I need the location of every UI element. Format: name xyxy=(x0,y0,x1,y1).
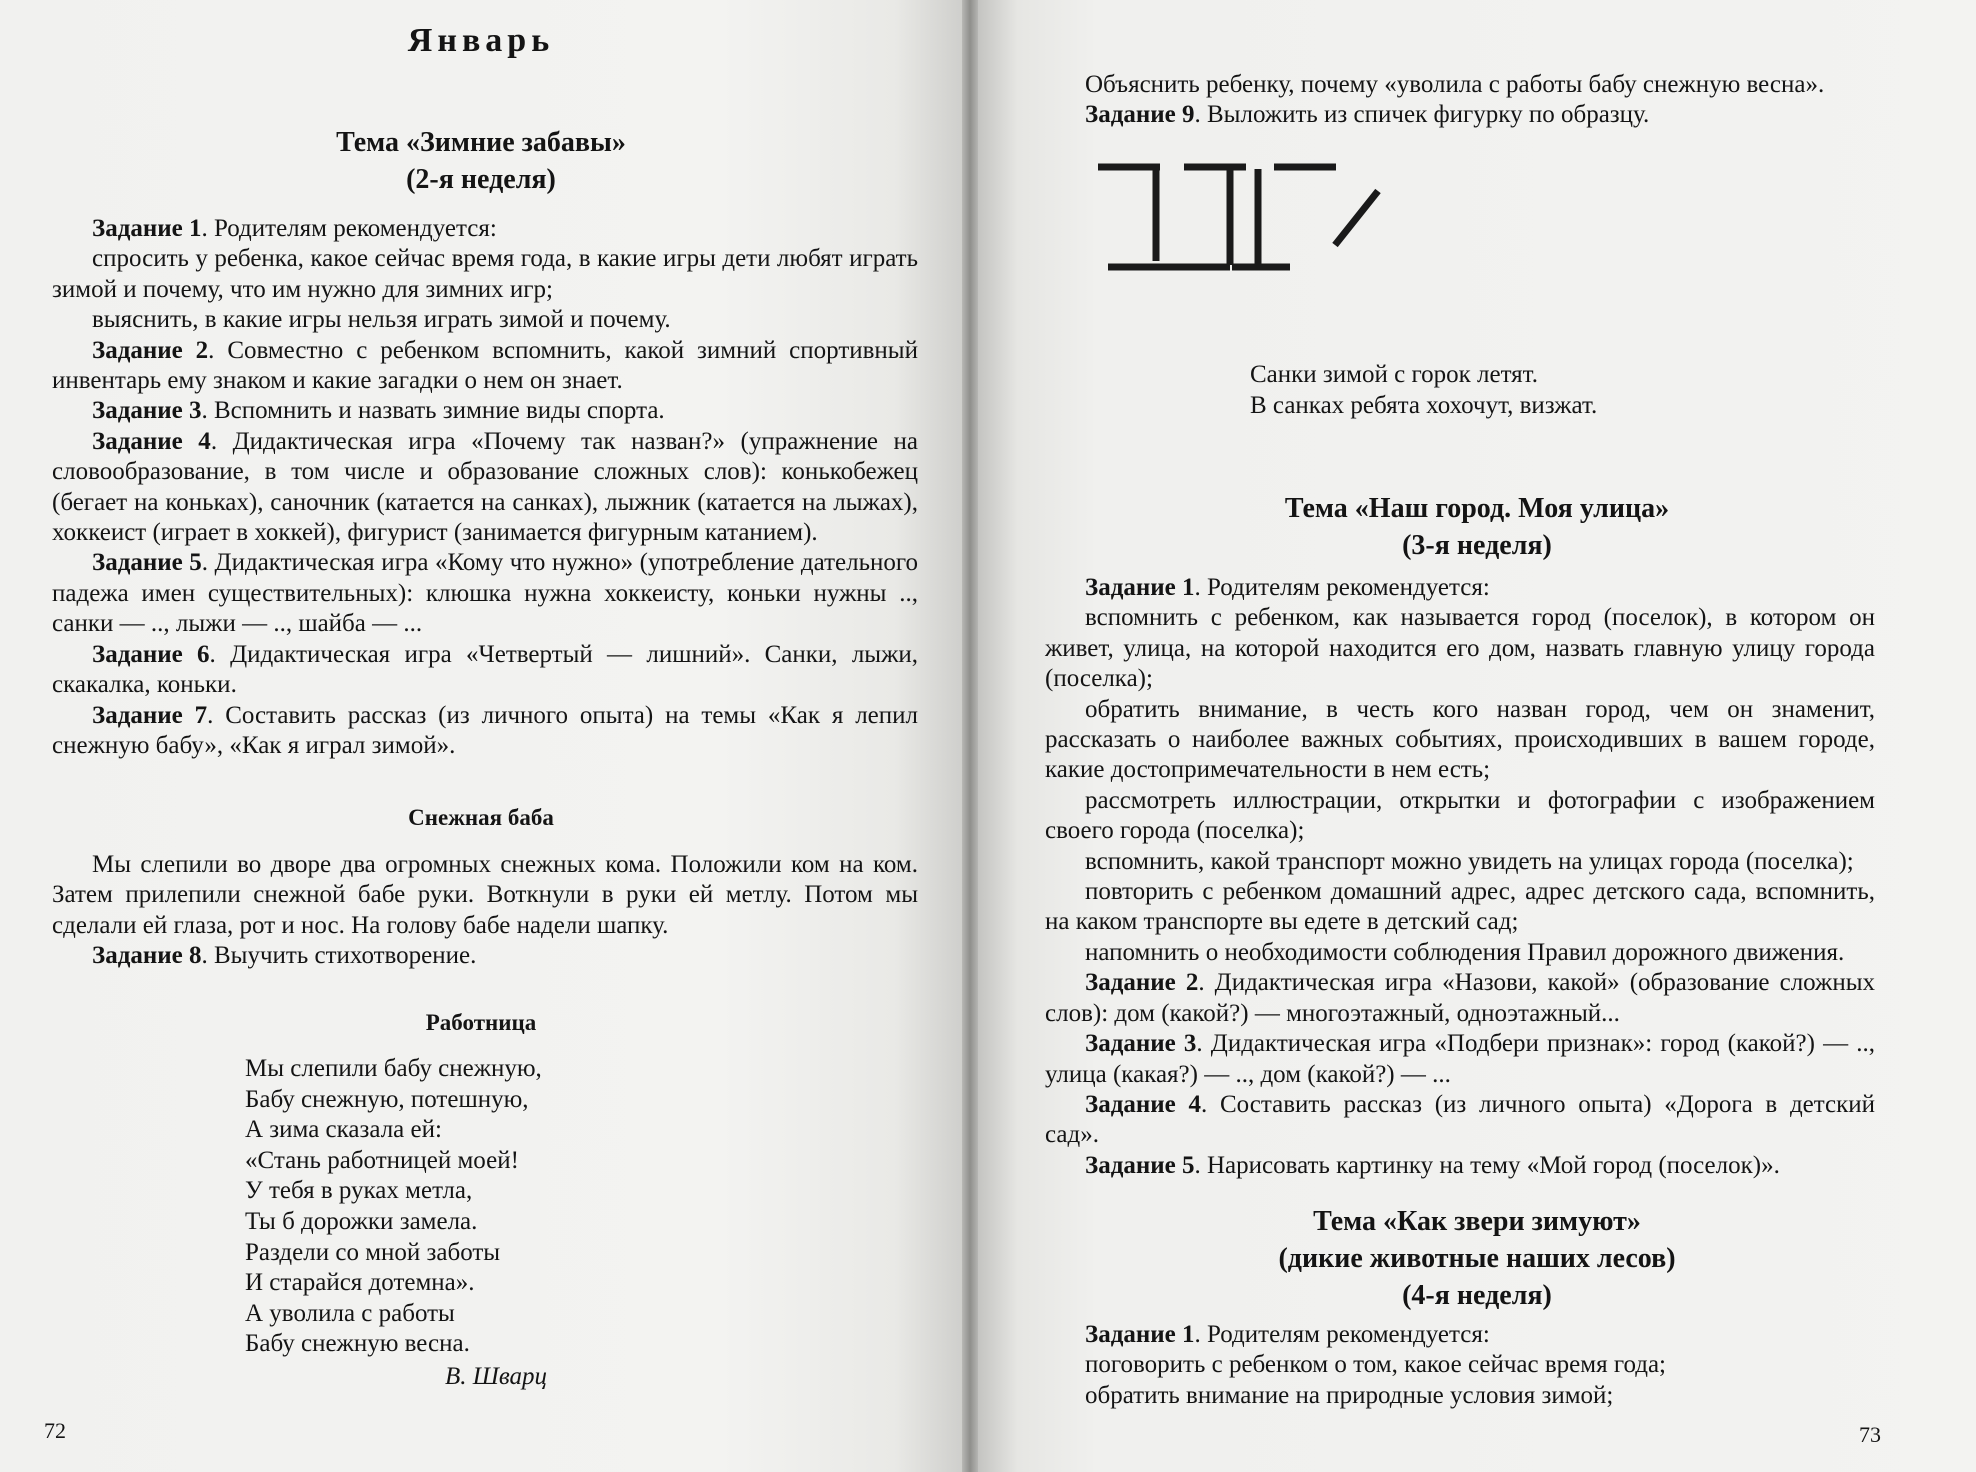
task-text: . Составить рассказ (из личного опыта) на темы «Как я лепил снежную бабу», «Как я играл зимой». xyxy=(52,701,919,759)
task-label: Задание 1 xyxy=(92,215,202,242)
task-text: поговорить с ребенком о том, какое сейчас время года; xyxy=(1085,1351,1666,1379)
task-subitem xyxy=(1045,786,1875,847)
task-item xyxy=(1045,100,1875,130)
task-subitem xyxy=(1045,603,1875,694)
text-line: Ты б дорожки замела. xyxy=(245,1207,478,1235)
task-label: Задание 4 xyxy=(1085,1090,1201,1118)
task-item xyxy=(52,640,918,701)
task-text: вспомнить с ребенком, как называется город (поселок), в котором он живет, улица, на которой находится его дом, назвать главную улицу города (поселка); xyxy=(1045,604,1875,693)
topic2-week: (3-я неделя) xyxy=(1402,530,1552,561)
task-label: Задание 7 xyxy=(92,701,208,729)
task-text: . Родителям рекомендуется: xyxy=(1194,574,1490,601)
task-label: Задание 5 xyxy=(92,549,202,577)
story-title: Снежная баба xyxy=(408,805,554,830)
task-text: вспомнить, какой транспорт можно увидеть на улицах города (поселка); xyxy=(1085,847,1854,875)
task-item xyxy=(1045,573,1875,603)
topic3-heading xyxy=(978,1203,1976,1314)
page-number-right: 73 xyxy=(1859,1422,1881,1447)
task-text: . Составить рассказ (из личного опыта) «Дорога в детский сад». xyxy=(1045,1090,1876,1149)
right-page xyxy=(978,0,1976,1472)
task-text: . Дидактическая игра «Кому что нужно» (употребление дательного падежа имен существительных): клюшка нужна хоккеисту, коньки нужны .., санки — .., лыжи — .., шайба — ... xyxy=(52,549,919,638)
topic3-subtitle: (дикие животные наших лесов) xyxy=(1278,1243,1676,1274)
task-text: . Выложить из спичек фигурку по образцу. xyxy=(1194,101,1650,129)
task-item xyxy=(52,701,918,762)
left-task-list xyxy=(52,214,918,761)
topic2-title: Тема «Наш город. Моя улица» xyxy=(1284,493,1670,524)
task-subitem xyxy=(52,244,918,305)
topic2-heading xyxy=(978,490,1976,564)
task-text: . Нарисовать картинку на тему «Мой город (поселок)». xyxy=(1194,1151,1780,1179)
task-8-label: Задание 8 xyxy=(92,942,202,970)
text-line: У тебя в руках метла, xyxy=(245,1177,473,1205)
task-text: . Родителям рекомендуется: xyxy=(201,215,497,242)
task-item xyxy=(1045,968,1875,1029)
task-text: . Дидактическая игра «Назови, какой» (образование сложных слов): дом (какой?) — многоэтажный, одноэтажный... xyxy=(1045,969,1875,1027)
task-label: Задание 4 xyxy=(92,427,211,455)
matchstick-figure xyxy=(1098,155,1618,285)
story-text: Мы слепили во дворе два огромных снежных кома. Положили ком на ком. Затем прилепили снежной бабе руки. Воткнули в руки ей метлу. Потом мы сделали ей глаза, рот и нос. На голову бабе надели шапку. xyxy=(52,851,918,939)
topic-title: Тема «Зимние забавы» xyxy=(336,127,626,158)
month-heading: Январь xyxy=(407,22,555,59)
task-label: Задание 2 xyxy=(92,336,209,364)
task-text: . Совместно с ребенком вспомнить, какой зимний спортивный инвентарь ему знаком и какие загадки о нем он знает. xyxy=(52,336,918,395)
task-text: . Дидактическая игра «Почему так назван?» (упражнение на словообразование, в том числе и образование сложных слов): конькобежец (бегает на коньках), саночник (катается на санках), лыжник (катается на лыжах), хоккеист (играет в хоккей), фигурист (занимается фигурным катанием). xyxy=(52,427,918,547)
task-item xyxy=(52,548,918,639)
text-line: Бабу снежную, потешную, xyxy=(245,1085,529,1113)
task-subitem xyxy=(1045,695,1875,786)
match-stick xyxy=(1335,191,1378,245)
left-page xyxy=(0,0,962,1472)
task-text: напомнить о необходимости соблюдения Правил дорожного движения. xyxy=(1085,938,1845,966)
topic3-title: Тема «Как звери зимуют» xyxy=(1313,1206,1641,1237)
topic-week: (2-я неделя) xyxy=(406,164,556,195)
task-8-text: . Выучить стихотворение. xyxy=(201,942,477,970)
text-line: В санках ребята хохочут, визжат. xyxy=(1250,391,1598,419)
task-item xyxy=(52,336,918,397)
text-line: А зима сказала ей: xyxy=(245,1116,442,1144)
text-line: Санки зимой с горок летят. xyxy=(1250,361,1538,388)
task-item xyxy=(52,396,918,426)
task-item xyxy=(1045,1029,1875,1090)
task-text: спросить у ребенка, какое сейчас время года, в какие игры дети любят играть зимой и почему, что им нужно для зимних игр; xyxy=(52,245,918,303)
text-line: И старайся дотемна». xyxy=(245,1269,475,1297)
task-item xyxy=(1045,1090,1875,1151)
task-text: выяснить, в какие игры нельзя играть зимой и почему. xyxy=(92,306,671,334)
task-subitem xyxy=(1045,1381,1875,1411)
text-line: Бабу снежную весна. xyxy=(245,1330,470,1358)
task-8 xyxy=(52,941,918,971)
task-text: обратить внимание, в честь кого назван город, чем он знаменит, рассказать о наиболее важных событиях, происходивших в вашем городе, какие достопримечательности в нем есть; xyxy=(1045,695,1875,784)
task-text: обратить внимание на природные условия зимой; xyxy=(1085,1381,1614,1409)
task-text: повторить с ребенком домашний адрес, адрес детского сада, вспомнить, на каком транспорте вы едете в детский сад; xyxy=(1045,878,1875,936)
task-label: Задание 1 xyxy=(1085,1321,1195,1348)
task-subitem xyxy=(1045,877,1875,938)
task-text: Объяснить ребенку, почему «уволила с работы бабу снежную весна». xyxy=(1085,71,1825,98)
task-label: Задание 9 xyxy=(1085,101,1195,129)
task-subitem xyxy=(1045,1350,1875,1380)
text-line: А уволила с работы xyxy=(245,1299,455,1327)
task-label: Задание 1 xyxy=(1085,574,1195,601)
page-number-left: 72 xyxy=(44,1418,66,1443)
task-label: Задание 3 xyxy=(1085,1030,1197,1058)
task-item xyxy=(52,214,918,244)
topic3-task-list xyxy=(1045,1320,1875,1411)
poem-author: В. Шварц xyxy=(445,1363,548,1390)
task-subitem xyxy=(1045,70,1875,100)
topic3-week: (4-я неделя) xyxy=(1402,1280,1552,1311)
poem xyxy=(245,1054,542,1360)
book-gutter xyxy=(962,0,978,1472)
task-item xyxy=(1045,1320,1875,1350)
task-label: Задание 3 xyxy=(92,397,202,425)
task-text: . Дидактическая игра «Четвертый — лишний». Санки, лыжи, скакалка, коньки. xyxy=(52,640,918,699)
task-label: Задание 5 xyxy=(1085,1151,1195,1179)
task-text: . Дидактическая игра «Подбери признак»: город (какой?) — .., улица (какая?) — .., дом (какой?) — ... xyxy=(1045,1030,1875,1088)
task-subitem xyxy=(1045,847,1875,877)
text-line: Раздели со мной заботы xyxy=(245,1238,501,1266)
topic-heading xyxy=(0,124,962,198)
text-line: Мы слепили бабу снежную, xyxy=(245,1055,542,1082)
riddle xyxy=(1250,360,1597,421)
task-text: рассмотреть иллюстрации, открытки и фотографии с изображением своего города (поселка); xyxy=(1045,786,1875,845)
task-label: Задание 2 xyxy=(1085,969,1199,997)
right-intro xyxy=(1045,70,1875,131)
poem-title: Работница xyxy=(425,1010,537,1035)
task-item xyxy=(1045,1151,1875,1181)
task-label: Задание 6 xyxy=(92,640,210,668)
task-text: . Вспомнить и назвать зимние виды спорта. xyxy=(201,397,665,425)
task-text: . Родителям рекомендуется: xyxy=(1194,1321,1490,1348)
story-block xyxy=(52,850,918,972)
task-subitem xyxy=(52,305,918,335)
text-line: «Стань работницей моей! xyxy=(245,1146,519,1174)
topic2-task-list xyxy=(1045,573,1875,1181)
task-subitem xyxy=(1045,938,1875,968)
task-item xyxy=(52,427,918,549)
